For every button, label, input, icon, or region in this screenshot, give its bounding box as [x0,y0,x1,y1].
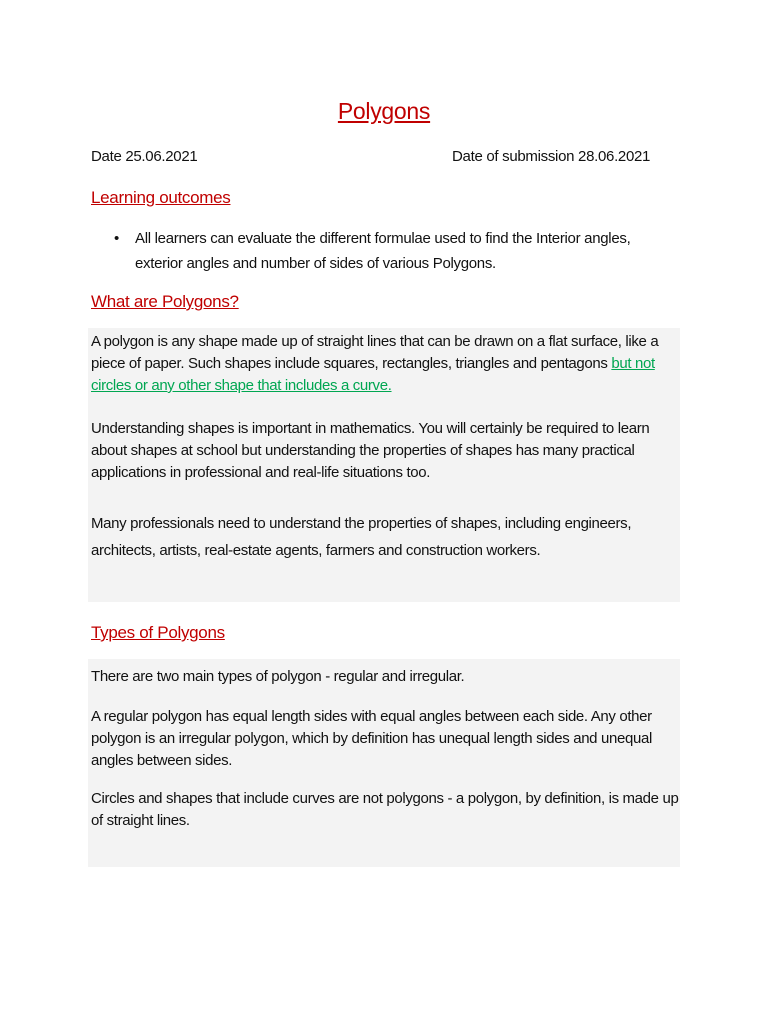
paragraph [91,331,679,397]
paragraph: There are two main types of polygon - regular and irregular. [91,668,465,685]
highlighted-link[interactable]: but not circles or any other shape that includes a curve. [91,355,655,394]
types-of-polygons-heading: Types of Polygons [91,623,225,642]
learning-outcomes-heading: Learning outcomes [91,188,231,207]
page-title: Polygons [337,98,431,124]
types-of-polygons-box [88,659,680,867]
paragraph: Circles and shapes that include curves are not polygons - a polygon, by definition, is made up of straight lines. [91,790,679,829]
list-item: • All learners can evaluate the different formulae used to find the Interior angles, exterior angles and number of sides of various Polygons. [114,226,654,276]
submission-date: Date of submission 28.06.2021 [452,148,651,165]
paragraph: Many professionals need to understand the properties of shapes, including engineers, architects, artists, real-estate agents, farmers and construction workers. [91,515,632,559]
learning-outcomes-list [114,226,654,276]
paragraph: A regular polygon has equal length sides with equal angles between each side. Any other polygon is an irregular polygon, which by definition has unequal length sides and unequal angles between sides. [91,708,652,769]
paragraph-text: A polygon is any shape made up of straight lines that can be drawn on a flat surface, like a piece of paper. Such shapes include squares, rectangles, triangles and pentagons [91,333,659,372]
what-are-polygons-box [88,328,680,602]
date: Date 25.06.2021 [91,148,198,165]
what-are-polygons-heading: What are Polygons? [91,292,239,311]
paragraph: Understanding shapes is important in mathematics. You will certainly be required to learn about shapes at school but understanding the properties of shapes has many practical applications in professional and real-life situations too. [91,420,650,481]
